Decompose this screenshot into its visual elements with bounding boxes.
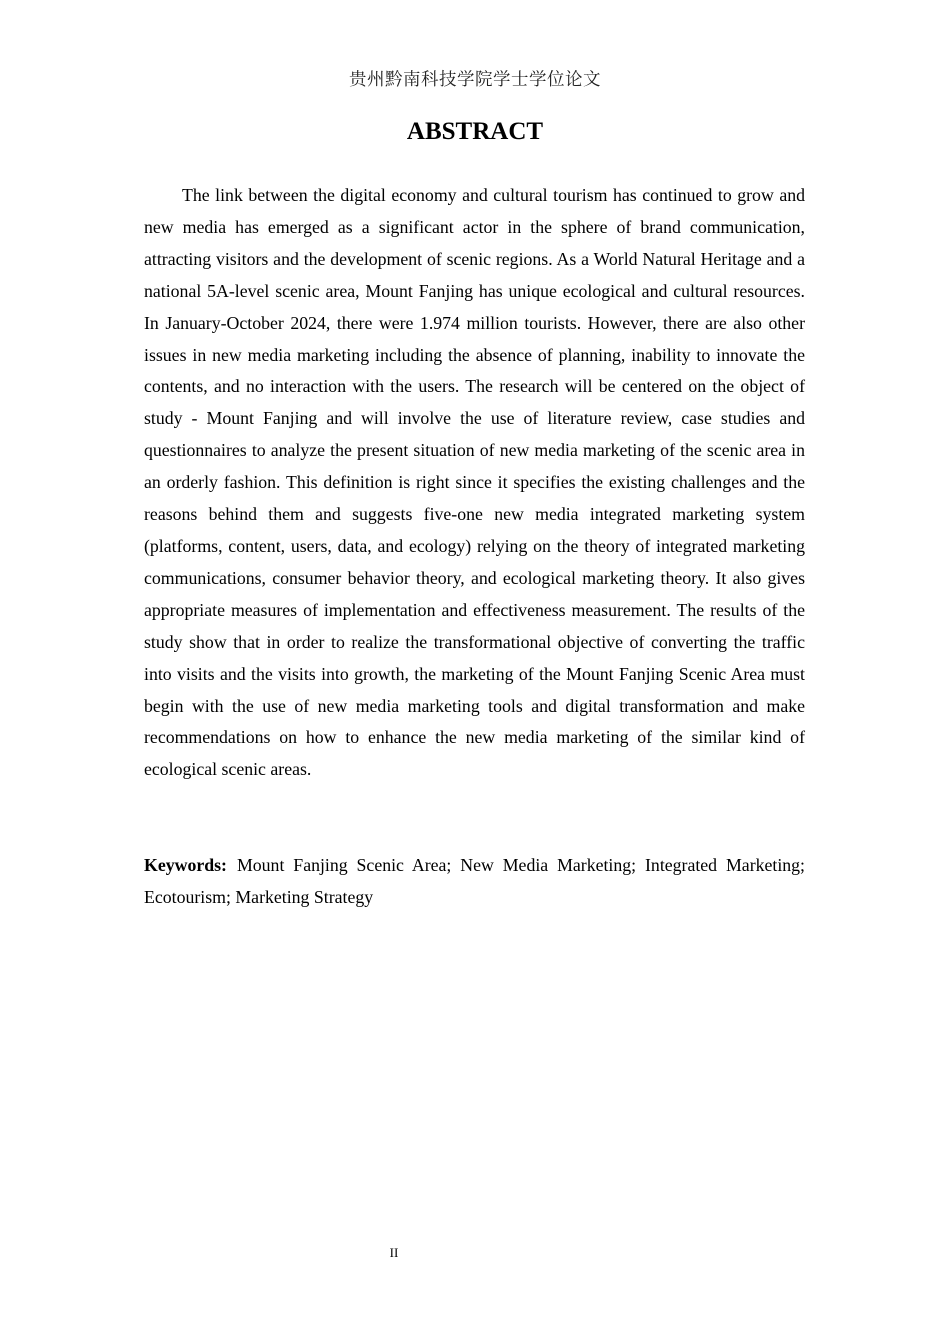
abstract-paragraph: The link between the digital economy and cultural tourism has continued to grow and new media has emerged as a significant actor in the sphere of brand communication, attracting visitors and the development of scenic regions. As a World Natural Heritage and a national 5A-level scenic area, Mount Fanjing has unique ecological and cultural resources. In January-October 2024, there were 1.974 million tourists. However, there are also other issues in new media marketing including the absence of planning, inability to innovate the contents, and no interaction with the users. The research will be centered on the object of study - Mount Fanjing and will involve the use of literature review, case studies and questionnaires to analyze the present situation of new media marketing of the scenic area in an orderly fashion. This definition is right since it specifies the existing challenges and the reasons behind them and suggests five-one new media integrated marketing system (platforms, content, users, data, and ecology) relying on the theory of integrated marketing communications, consumer behavior theory, and ecological marketing theory. It also gives appropriate measures of implementation and effectiveness measurement. The results of the study show that in order to realize the transformational objective of converting the traffic into visits and the visits into growth, the marketing of the Mount Fanjing Scenic Area must begin with the use of new media marketing tools and digital transformation and make recommendations on how to enhance the new media marketing of the similar kind of ecological scenic areas. — [144, 185, 805, 780]
page-number: II — [389, 1245, 399, 1260]
keywords-paragraph — [144, 850, 805, 914]
keywords-label: Keywords: — [144, 855, 227, 875]
keywords-list: Mount Fanjing Scenic Area; New Media Marketing; Integrated Marketing; Ecotourism; Marketing Strategy — [144, 855, 805, 907]
page-title: ABSTRACT — [406, 118, 544, 145]
running-header: 贵州黔南科技学院学士学位论文 — [349, 70, 601, 90]
